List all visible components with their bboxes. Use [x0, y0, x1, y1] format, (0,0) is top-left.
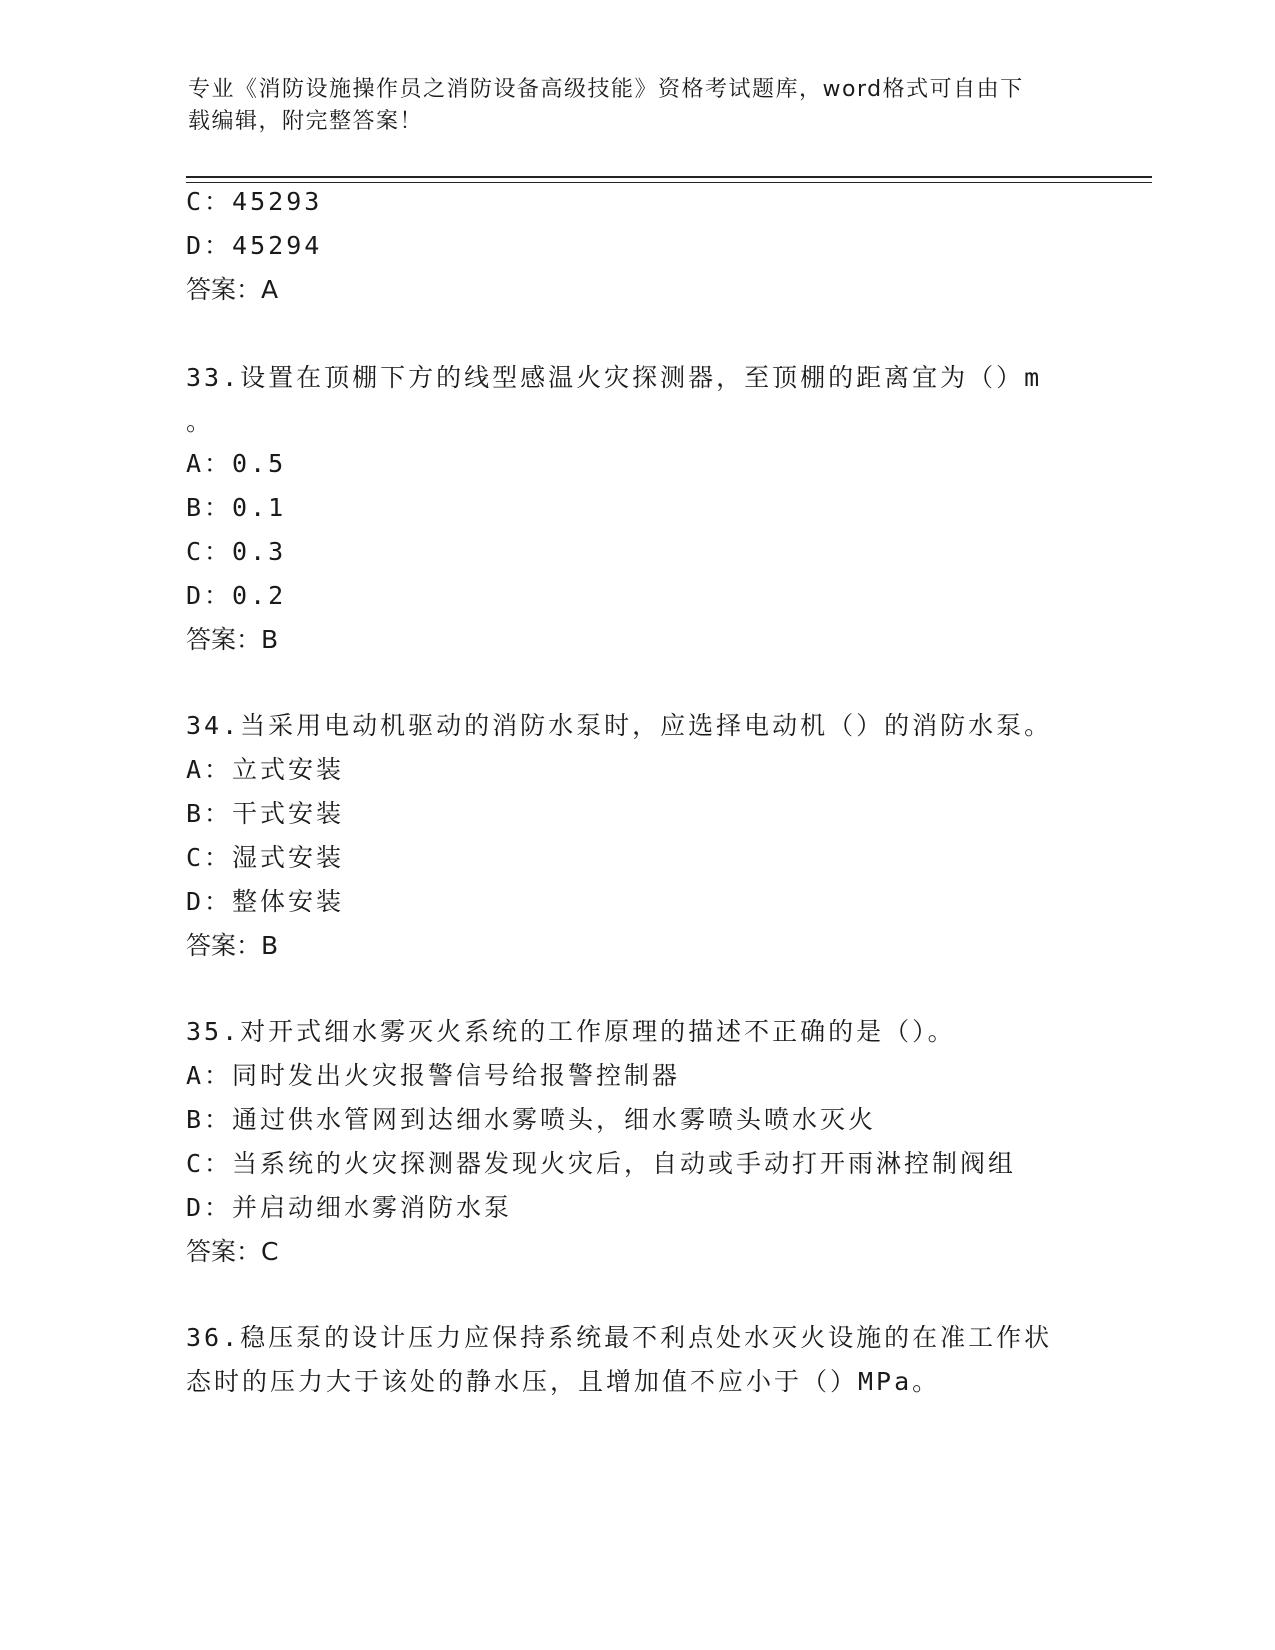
option-b: B：干式安装	[186, 799, 345, 828]
question-stem: 33.设置在顶棚下方的线型感温火灾探测器，至顶棚的距离宜为（）m	[186, 363, 1043, 392]
option-d: D：整体安装	[186, 887, 345, 916]
option-b: B：通过供水管网到达细水雾喷头，细水雾喷头喷水灭火	[186, 1105, 877, 1134]
answer-label: 答案：A	[186, 275, 279, 304]
option-a: A：立式安装	[186, 755, 345, 784]
document-header	[188, 74, 1068, 138]
option-a: A：同时发出火灾报警信号给报警控制器	[186, 1061, 681, 1090]
header-divider	[186, 176, 1152, 183]
question-stem: 35.对开式细水雾灭火系统的工作原理的描述不正确的是（）。	[186, 1017, 956, 1046]
option-d: D：并启动细水雾消防水泵	[186, 1193, 513, 1222]
option-b: B：0.1	[186, 493, 287, 522]
option-a: A：0.5	[186, 449, 287, 478]
option-c: C：0.3	[186, 537, 287, 566]
answer-label: 答案：B	[186, 625, 279, 654]
answer-label: 答案：C	[186, 1237, 279, 1266]
option-d: D：45294	[186, 231, 323, 260]
option-d: D：0.2	[186, 581, 287, 610]
answer-label: 答案：B	[186, 931, 279, 960]
option-c: C：45293	[186, 187, 323, 216]
question-stem: 36.稳压泵的设计压力应保持系统最不利点处水灭火设施的在准工作状	[186, 1323, 1053, 1352]
question-stem-continued: 。	[186, 407, 215, 436]
question-stem-continued: 态时的压力大于该处的静水压，且增加值不应小于（）MPa。	[186, 1367, 941, 1396]
option-c: C：当系统的火灾探测器发现火灾后，自动或手动打开雨淋控制阀组	[186, 1149, 1017, 1178]
option-c: C：湿式安装	[186, 843, 345, 872]
header-line-1: 专业《消防设施操作员之消防设备高级技能》资格考试题库，word格式可自由下	[188, 77, 1024, 102]
question-stem: 34.当采用电动机驱动的消防水泵时，应选择电动机（）的消防水泵。	[186, 711, 1053, 740]
header-line-2: 载编辑，附完整答案！	[188, 109, 424, 134]
